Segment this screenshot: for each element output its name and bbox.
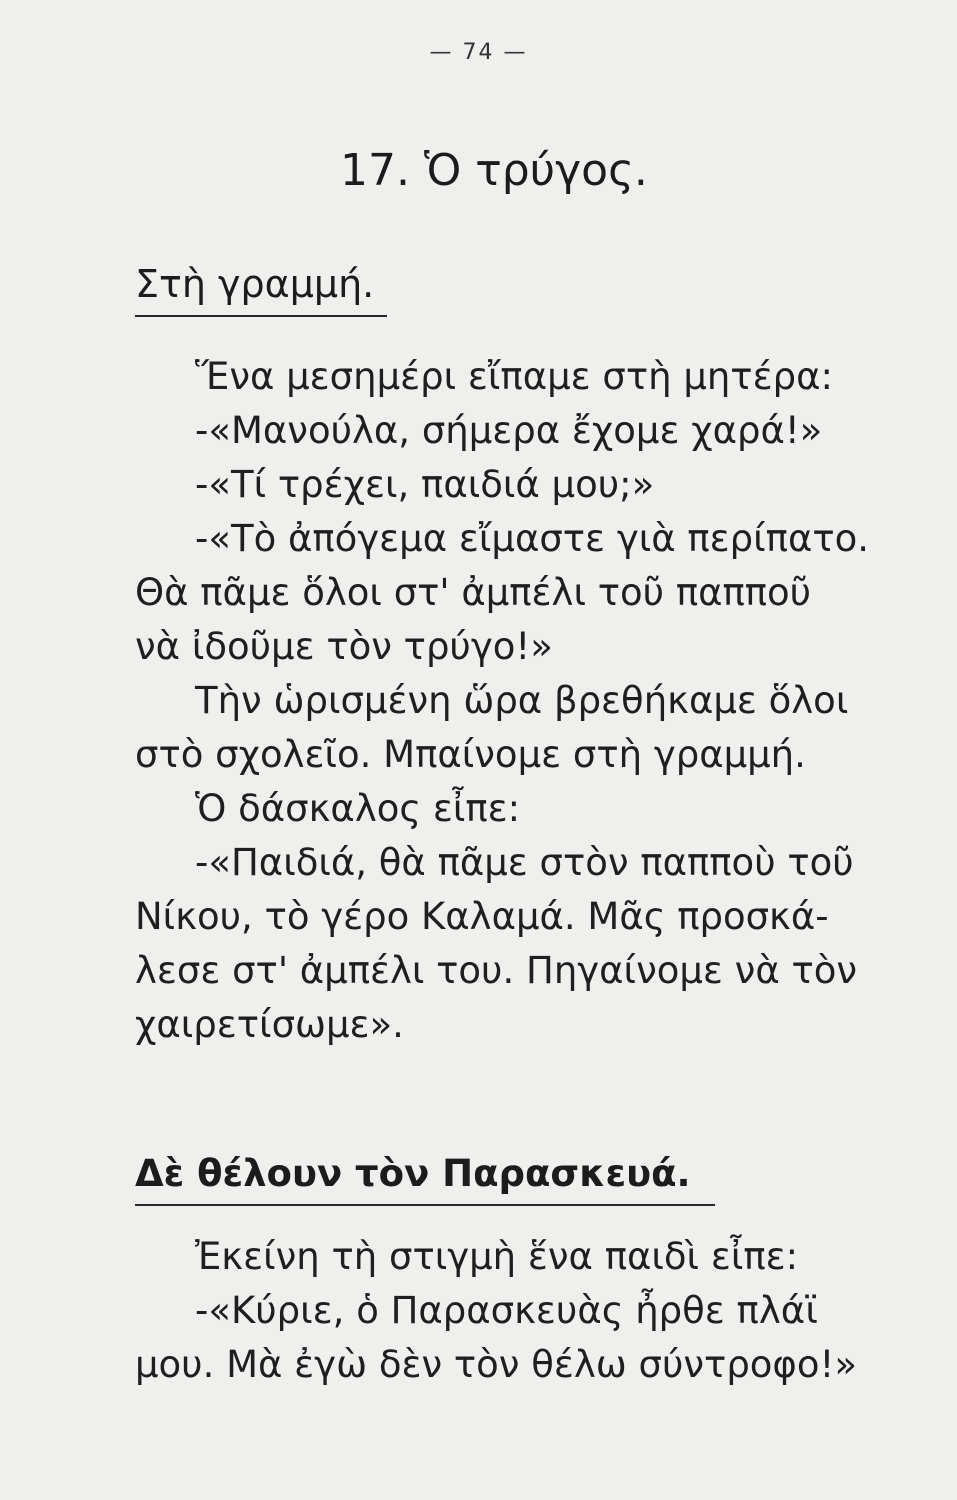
paragraph-line: -«Παιδιά, θὰ πᾶμε στὸν παπποὺ τοῦ <box>195 841 854 884</box>
paragraph-line: Ἐκείνη τὴ στιγμὴ ἕνα παιδὶ εἶπε: <box>195 1235 799 1278</box>
paragraph-line: Νίκου, τὸ γέρο Καλαμά. Μᾶς προσκά- <box>135 895 829 938</box>
paragraph-line: μου. Μὰ ἐγὼ δὲν τὸν θέλω σύντροφο!» <box>135 1343 857 1386</box>
paragraph-line: Θὰ πᾶμε ὅλοι στ' ἀμπέλι τοῦ παπποῦ <box>135 571 812 614</box>
paragraph-line: -«Κύριε, ὁ Παρασκευὰς ἦρθε πλάϊ <box>195 1289 818 1332</box>
paragraph-line: Ὁ δάσκαλος εἶπε: <box>195 787 521 830</box>
section-heading-line: Στὴ γραμμή. <box>135 262 375 306</box>
paragraph-line: χαιρετίσωμε». <box>135 1003 404 1046</box>
paragraph-line: στὸ σχολεῖο. Μπαίνομε στὴ γραμμή. <box>135 733 806 776</box>
paragraph-line: νὰ ἰδοῦμε τὸν τρύγο!» <box>135 625 553 668</box>
section-heading-parasceva: Δὲ θέλουν τὸν Παρασκευά. <box>135 1152 691 1195</box>
section-body-parasceva <box>135 1230 915 1392</box>
section-body-line <box>135 350 915 1052</box>
paragraph-line: Ἕνα μεσημέρι εἴπαμε στὴ μητέρα: <box>195 355 833 398</box>
paragraph-line: λεσε στ' ἀμπέλι του. Πηγαίνομε νὰ τὸν <box>135 949 858 992</box>
paragraph-line: -«Τί τρέχει, παιδιά μου;» <box>195 463 655 506</box>
chapter-title: 17. Ὁ τρύγος. <box>340 145 648 196</box>
paragraph-line: Τὴν ὡρισμένη ὥρα βρεθήκαμε ὅλοι <box>195 679 849 722</box>
heading-underline <box>135 315 387 317</box>
page-number: — 74 — <box>429 40 528 65</box>
paragraph-line: -«Μανούλα, σήμερα ἔχομε χαρά!» <box>195 409 823 452</box>
heading-underline <box>135 1204 715 1206</box>
paragraph-line: -«Τὸ ἀπόγεμα εἴμαστε γιὰ περίπατο. <box>195 517 870 560</box>
